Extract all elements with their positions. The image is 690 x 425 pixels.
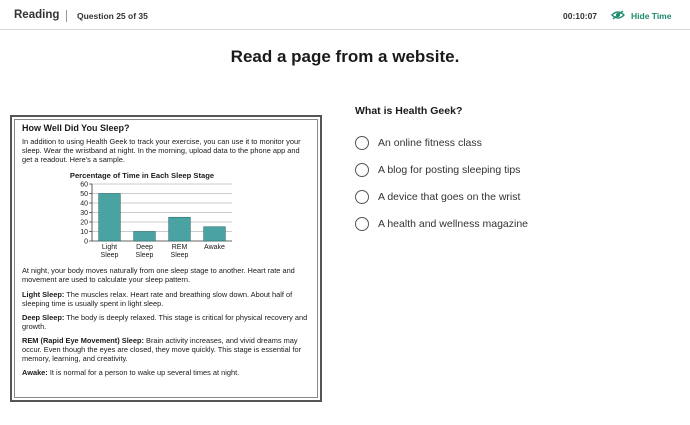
chart-title: Percentage of Time in Each Sleep Stage	[69, 171, 215, 181]
y-tick-label: 10	[80, 229, 88, 237]
y-tick-label: 20	[80, 219, 88, 227]
y-tick-label: 40	[80, 200, 88, 208]
option-label: A blog for posting sleeping tips	[378, 163, 521, 176]
question-text: What is Health Geek?	[355, 105, 463, 117]
stage-term: REM (Rapid Eye Movement) Sleep:	[22, 335, 144, 345]
passage-intro: In addition to using Health Geek to track your exercise, you can use it to monitor your sleep. Wear the wristband at night. In the morning, upload data to the phone app and get a readout. Here's a sample.	[22, 137, 301, 165]
x-tick-label: Awake	[204, 244, 225, 252]
stage-term: Light Sleep:	[22, 289, 65, 299]
stage-awake	[22, 368, 310, 377]
radio-button[interactable]	[355, 163, 369, 177]
x-tick-label: Deep	[136, 244, 153, 252]
x-tick-label: REM	[171, 244, 188, 252]
stage-rem	[22, 336, 310, 363]
answer-options	[355, 129, 528, 237]
answer-option-c[interactable]	[355, 183, 528, 210]
radio-button[interactable]	[355, 136, 369, 150]
stage-term: Awake:	[22, 368, 48, 378]
bar	[169, 218, 191, 242]
y-tick-label: 30	[80, 210, 88, 218]
option-label: A health and wellness magazine	[378, 217, 529, 230]
bar	[99, 194, 121, 242]
passage-body: At night, your body moves naturally from one sleep stage to another. Heart rate and movement are used to calculate your sleep pattern.	[22, 266, 295, 285]
page-prompt: Read a page from a website.	[230, 47, 460, 66]
stage-text: The body is deeply relaxed. This stage is critical for physical recovery and growth.	[22, 312, 308, 331]
answer-option-b[interactable]	[355, 156, 528, 183]
y-tick-label: 50	[80, 191, 88, 199]
option-label: An online fitness class	[378, 136, 482, 149]
website-passage	[10, 115, 322, 402]
bar	[204, 227, 226, 241]
header-divider	[66, 10, 67, 22]
stage-text: Brain activity increases, and vivid dreams may occur. Even though the eyes are closed, they move quickly. This stage is essential for memory, learning, and creativity.	[22, 335, 302, 364]
stage-text: The muscles relax. Heart rate and breathing slow down. About half of sleeping time is usually spent in light sleep.	[22, 289, 293, 308]
answer-option-a[interactable]	[355, 129, 528, 156]
hide-time-button[interactable]	[611, 9, 671, 23]
stage-light	[22, 290, 310, 308]
timer: 00:10:07	[563, 11, 598, 21]
x-tick-label: Light	[101, 244, 118, 252]
sleep-stage-chart	[22, 169, 242, 261]
question-counter: Question 25 of 35	[77, 11, 148, 21]
x-tick-label: Sleep	[100, 252, 119, 260]
stage-term: Deep Sleep:	[22, 312, 65, 322]
hide-time-label: Hide Time	[631, 11, 672, 21]
option-label: A device that goes on the wrist	[378, 190, 521, 203]
eye-slash-icon	[611, 7, 625, 25]
stage-text: It is normal for a person to wake up several times at night.	[49, 368, 240, 378]
answer-option-d[interactable]	[355, 210, 528, 237]
passage-title: How Well Did You Sleep?	[22, 123, 130, 133]
bar	[134, 232, 156, 242]
top-bar	[0, 0, 690, 30]
x-tick-label: Sleep	[135, 252, 154, 260]
radio-button[interactable]	[355, 190, 369, 204]
y-tick-label: 60	[80, 181, 88, 189]
y-tick-label: 0	[84, 238, 88, 246]
section-name: Reading	[14, 9, 60, 21]
stage-deep	[22, 313, 310, 331]
radio-button[interactable]	[355, 217, 369, 231]
x-tick-label: Sleep	[170, 252, 189, 260]
